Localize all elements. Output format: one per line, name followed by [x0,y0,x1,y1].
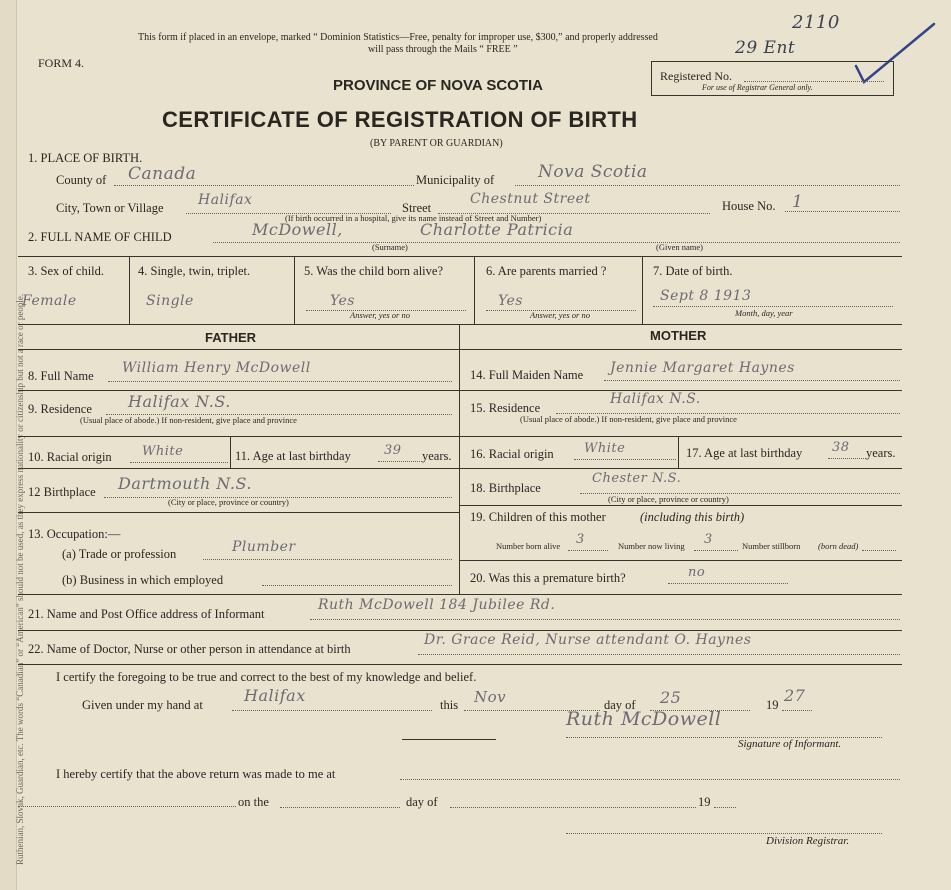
father-residence-value: Halifax N.S. [128,392,231,411]
registrar-text: I hereby certify that the above return was made to me at [56,767,336,781]
county-value: Canada [128,164,197,184]
alive-caption: Answer, yes or no [350,310,410,320]
registered-note: For use of Registrar General only. [702,83,813,92]
doctor-label: 22. Name of Doctor, Nurse or other person in attendance at birth [28,642,351,656]
mother-racial-label: 16. Racial origin [470,447,554,461]
birth-date-caption: Month, day, year [735,308,793,318]
county-label: County of [56,173,107,187]
father-age-label: 11. Age at last birthday [235,449,351,463]
born-alive-label: Number born alive [496,541,561,551]
born-alive-value: 3 [576,532,585,547]
doctor-value: Dr. Grace Reid, Nurse attendant O. Haynes [424,632,752,648]
registrar-on-the: on the [238,795,269,809]
left-margin [0,0,25,890]
father-racial-label: 10. Racial origin [28,450,112,464]
mother-name-label: 14. Full Maiden Name [470,368,584,382]
sex-label: 3. Sex of child. [28,264,105,278]
mother-heading: MOTHER [650,328,707,343]
father-racial-value: White [142,444,184,459]
registrar-caption: Division Registrar. [766,835,850,847]
archive-number: 2110 [792,12,840,33]
entry-note: 29 Ent [735,38,796,58]
certificate-subtitle: (BY PARENT OR GUARDIAN) [370,138,503,149]
certification-year-prefix: 19 [766,698,779,712]
given-place: Halifax [244,686,306,705]
living-value: 3 [704,532,713,547]
informant-value: Ruth McDowell 184 Jubilee Rd. [318,597,556,613]
surname-caption: (Surname) [372,242,408,252]
registered-label: Registered No. [660,69,732,83]
father-residence-note: (Usual place of abode.) If non-resident, give place and province [80,415,297,425]
street-value: Chestnut Street [470,191,591,207]
father-heading: FATHER [205,330,257,345]
hospital-note: (If birth occurred in a hospital, give its name instead of Street and Number) [285,213,542,223]
father-birthplace-value: Dartmouth N.S. [118,474,252,493]
street-label: Street [402,201,432,215]
father-age-value: 39 [384,443,402,458]
certification-text: I certify the foregoing to be true and correct to the best of my knowledge and belief. [56,670,477,684]
married-value: Yes [498,293,523,309]
child-name-label: 2. FULL NAME OF CHILD [28,230,172,244]
mother-birthplace-note: (City or place, province or country) [608,494,729,504]
mother-residence-label: 15. Residence [470,401,541,415]
mother-age-value: 38 [832,440,850,455]
place-of-birth-heading: 1. PLACE OF BIRTH. [28,151,143,165]
signature-caption: Signature of Informant. [738,738,842,750]
married-label: 6. Are parents married ? [486,264,607,278]
mother-birthplace-label: 18. Birthplace [470,481,541,495]
house-label: House No. [722,199,776,213]
certification-day: 25 [660,688,682,707]
birth-date-value: Sept 8 1913 [660,288,752,304]
certification-year: 27 [784,686,806,705]
occupation-heading: 13. Occupation:— [28,527,121,541]
alive-label: 5. Was the child born alive? [304,264,444,278]
children-label: 19. Children of this mother [470,510,606,524]
child-given-name: Charlotte Patricia [420,220,574,239]
informant-label: 21. Name and Post Office address of Informant [28,607,265,621]
margin-note: Ruthenian, Slovak, Guardian, etc. The words “Canadian” or “American” should not be used, as they express nationality or citizenship but not a race or people. [15,293,25,865]
given-label: Given under my hand at [82,698,203,712]
birth-date-label: 7. Date of birth. [653,264,733,278]
mother-residence-note: (Usual place of abode.) If non-resident, give place and province [520,414,737,424]
city-label: City, Town or Village [56,201,164,215]
children-note: (including this birth) [640,510,745,524]
father-name-value: William Henry McDowell [122,360,311,376]
given-name-caption: (Given name) [656,242,703,252]
trade-value: Plumber [232,539,296,555]
mother-birthplace-value: Chester N.S. [592,471,682,486]
mail-notice-line1: This form if placed in an envelope, marked “ Dominion Statistics—Free, penalty for improper use, $300,” and properly addressed [138,32,658,43]
mother-years: years. [866,446,896,460]
registrar-year-prefix: 19 [698,795,711,809]
mother-racial-value: White [584,441,626,456]
premature-value: no [688,565,706,580]
father-birthplace-note: (City or place, province or country) [168,497,289,507]
single-value: Single [146,293,194,309]
registrar-day-of: day of [406,795,438,809]
mother-name-value: Jennie Margaret Haynes [610,360,795,376]
sex-value: Female [22,293,77,309]
business-label: (b) Business in which employed [62,573,224,587]
province-heading: PROVINCE OF NOVA SCOTIA [333,77,544,94]
this-label: this [440,698,459,712]
trade-label: (a) Trade or profession [62,547,177,561]
municipality-label: Municipality of [416,173,495,187]
stillborn-label: Number stillborn [742,541,801,551]
stillborn-note: (born dead) [818,541,859,551]
mother-residence-value: Halifax N.S. [610,391,701,407]
alive-value: Yes [330,293,355,309]
day-of-label: day of [604,698,636,712]
form-number: FORM 4. [38,56,85,70]
informant-signature: Ruth McDowell [566,708,722,730]
registered-box [651,61,894,96]
single-label: 4. Single, twin, triplet. [138,264,251,278]
municipality-value: Nova Scotia [538,162,648,182]
living-label: Number now living [618,541,685,551]
mail-notice-line2: will pass through the Mails “ FREE ” [368,44,518,55]
house-value: 1 [792,192,804,212]
premature-label: 20. Was this a premature birth? [470,571,626,585]
city-value: Halifax [198,192,253,208]
certification-month: Nov [474,688,507,706]
father-years: years. [422,449,452,463]
father-residence-label: 9. Residence [28,402,92,416]
child-surname: McDowell, [252,220,343,239]
certificate-title: CERTIFICATE OF REGISTRATION OF BIRTH [162,107,638,132]
mother-age-label: 17. Age at last birthday [686,446,803,460]
father-name-label: 8. Full Name [28,369,94,383]
married-caption: Answer, yes or no [530,310,590,320]
father-birthplace-label: 12 Birthplace [28,485,96,499]
